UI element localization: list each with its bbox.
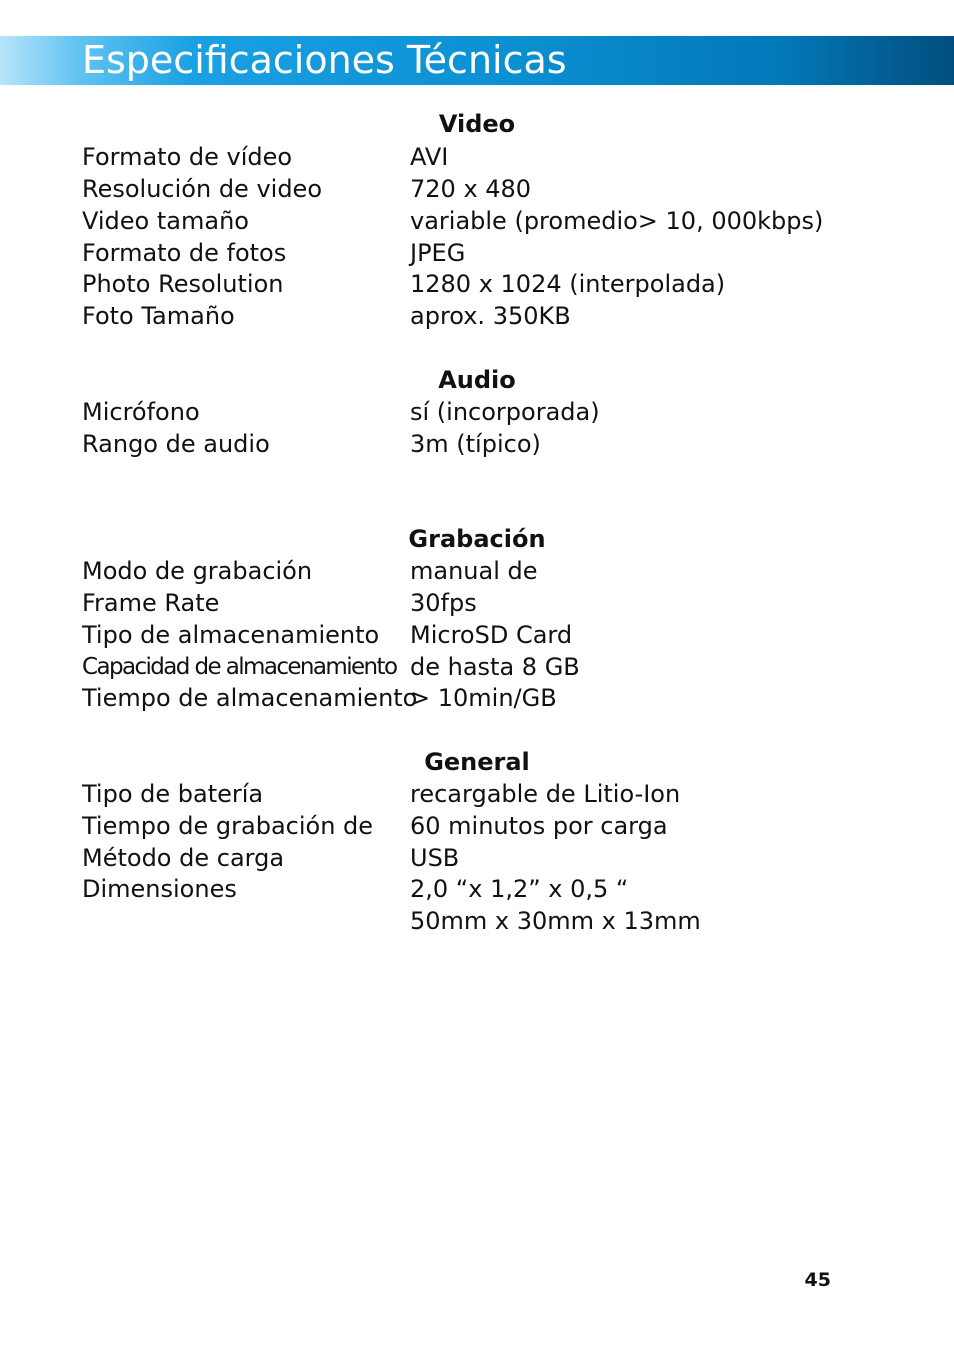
- spec-label: Formato de fotos: [82, 239, 287, 267]
- spec-label: Tipo de batería: [82, 780, 264, 808]
- spec-value: 60 minutos por carga: [410, 812, 668, 840]
- section-heading-general: General: [424, 748, 530, 776]
- spec-value: > 10min/GB: [410, 684, 557, 712]
- spec-label: Resolución de video: [82, 175, 322, 203]
- title-banner: [0, 36, 954, 85]
- spec-label: Capacidad de almacenamiento: [82, 654, 397, 680]
- spec-value: aprox. 350KB: [410, 302, 571, 330]
- spec-value: MicroSD Card: [410, 621, 573, 649]
- spec-label: Photo Resolution: [82, 270, 284, 298]
- spec-label: Video tamaño: [82, 207, 249, 235]
- spec-label: Formato de vídeo: [82, 143, 293, 171]
- spec-value: 3m (típico): [410, 430, 541, 458]
- spec-value: de hasta 8 GB: [410, 653, 580, 681]
- spec-value: USB: [410, 844, 460, 872]
- page-number: 45: [804, 1269, 831, 1291]
- spec-value: sí (incorporada): [410, 398, 600, 426]
- spec-value: recargable de Litio-Ion: [410, 780, 681, 808]
- spec-value: 1280 x 1024 (interpolada): [410, 270, 726, 298]
- page-title: Especificaciones Técnicas: [82, 38, 567, 82]
- spec-value: JPEG: [410, 239, 466, 267]
- spec-label: Dimensiones: [82, 875, 237, 903]
- spec-value: 2,0 “x 1,2” x 0,5 “: [410, 875, 629, 903]
- spec-value: AVI: [410, 143, 449, 171]
- section-heading-video: Video: [438, 110, 516, 138]
- spec-label: Foto Tamaño: [82, 302, 235, 330]
- spec-label: Modo de grabación: [82, 557, 313, 585]
- spec-label: Micrófono: [82, 398, 200, 426]
- spec-label: Tiempo de almacenamiento: [82, 684, 418, 712]
- spec-label: Rango de audio: [82, 430, 270, 458]
- spec-label: Método de carga: [82, 844, 285, 872]
- section-heading-recording: Grabación: [408, 525, 546, 553]
- section-heading-audio: Audio: [438, 366, 516, 394]
- spec-label: Tipo de almacenamiento: [82, 621, 380, 649]
- spec-value: variable (promedio> 10, 000kbps): [410, 207, 824, 235]
- spec-value: 720 x 480: [410, 175, 532, 203]
- spec-label: Frame Rate: [82, 589, 220, 617]
- spec-value: 50mm x 30mm x 13mm: [410, 907, 701, 935]
- spec-value: manual de: [410, 557, 538, 585]
- spec-label: Tiempo de grabación de: [82, 812, 374, 840]
- spec-value: 30fps: [410, 589, 477, 617]
